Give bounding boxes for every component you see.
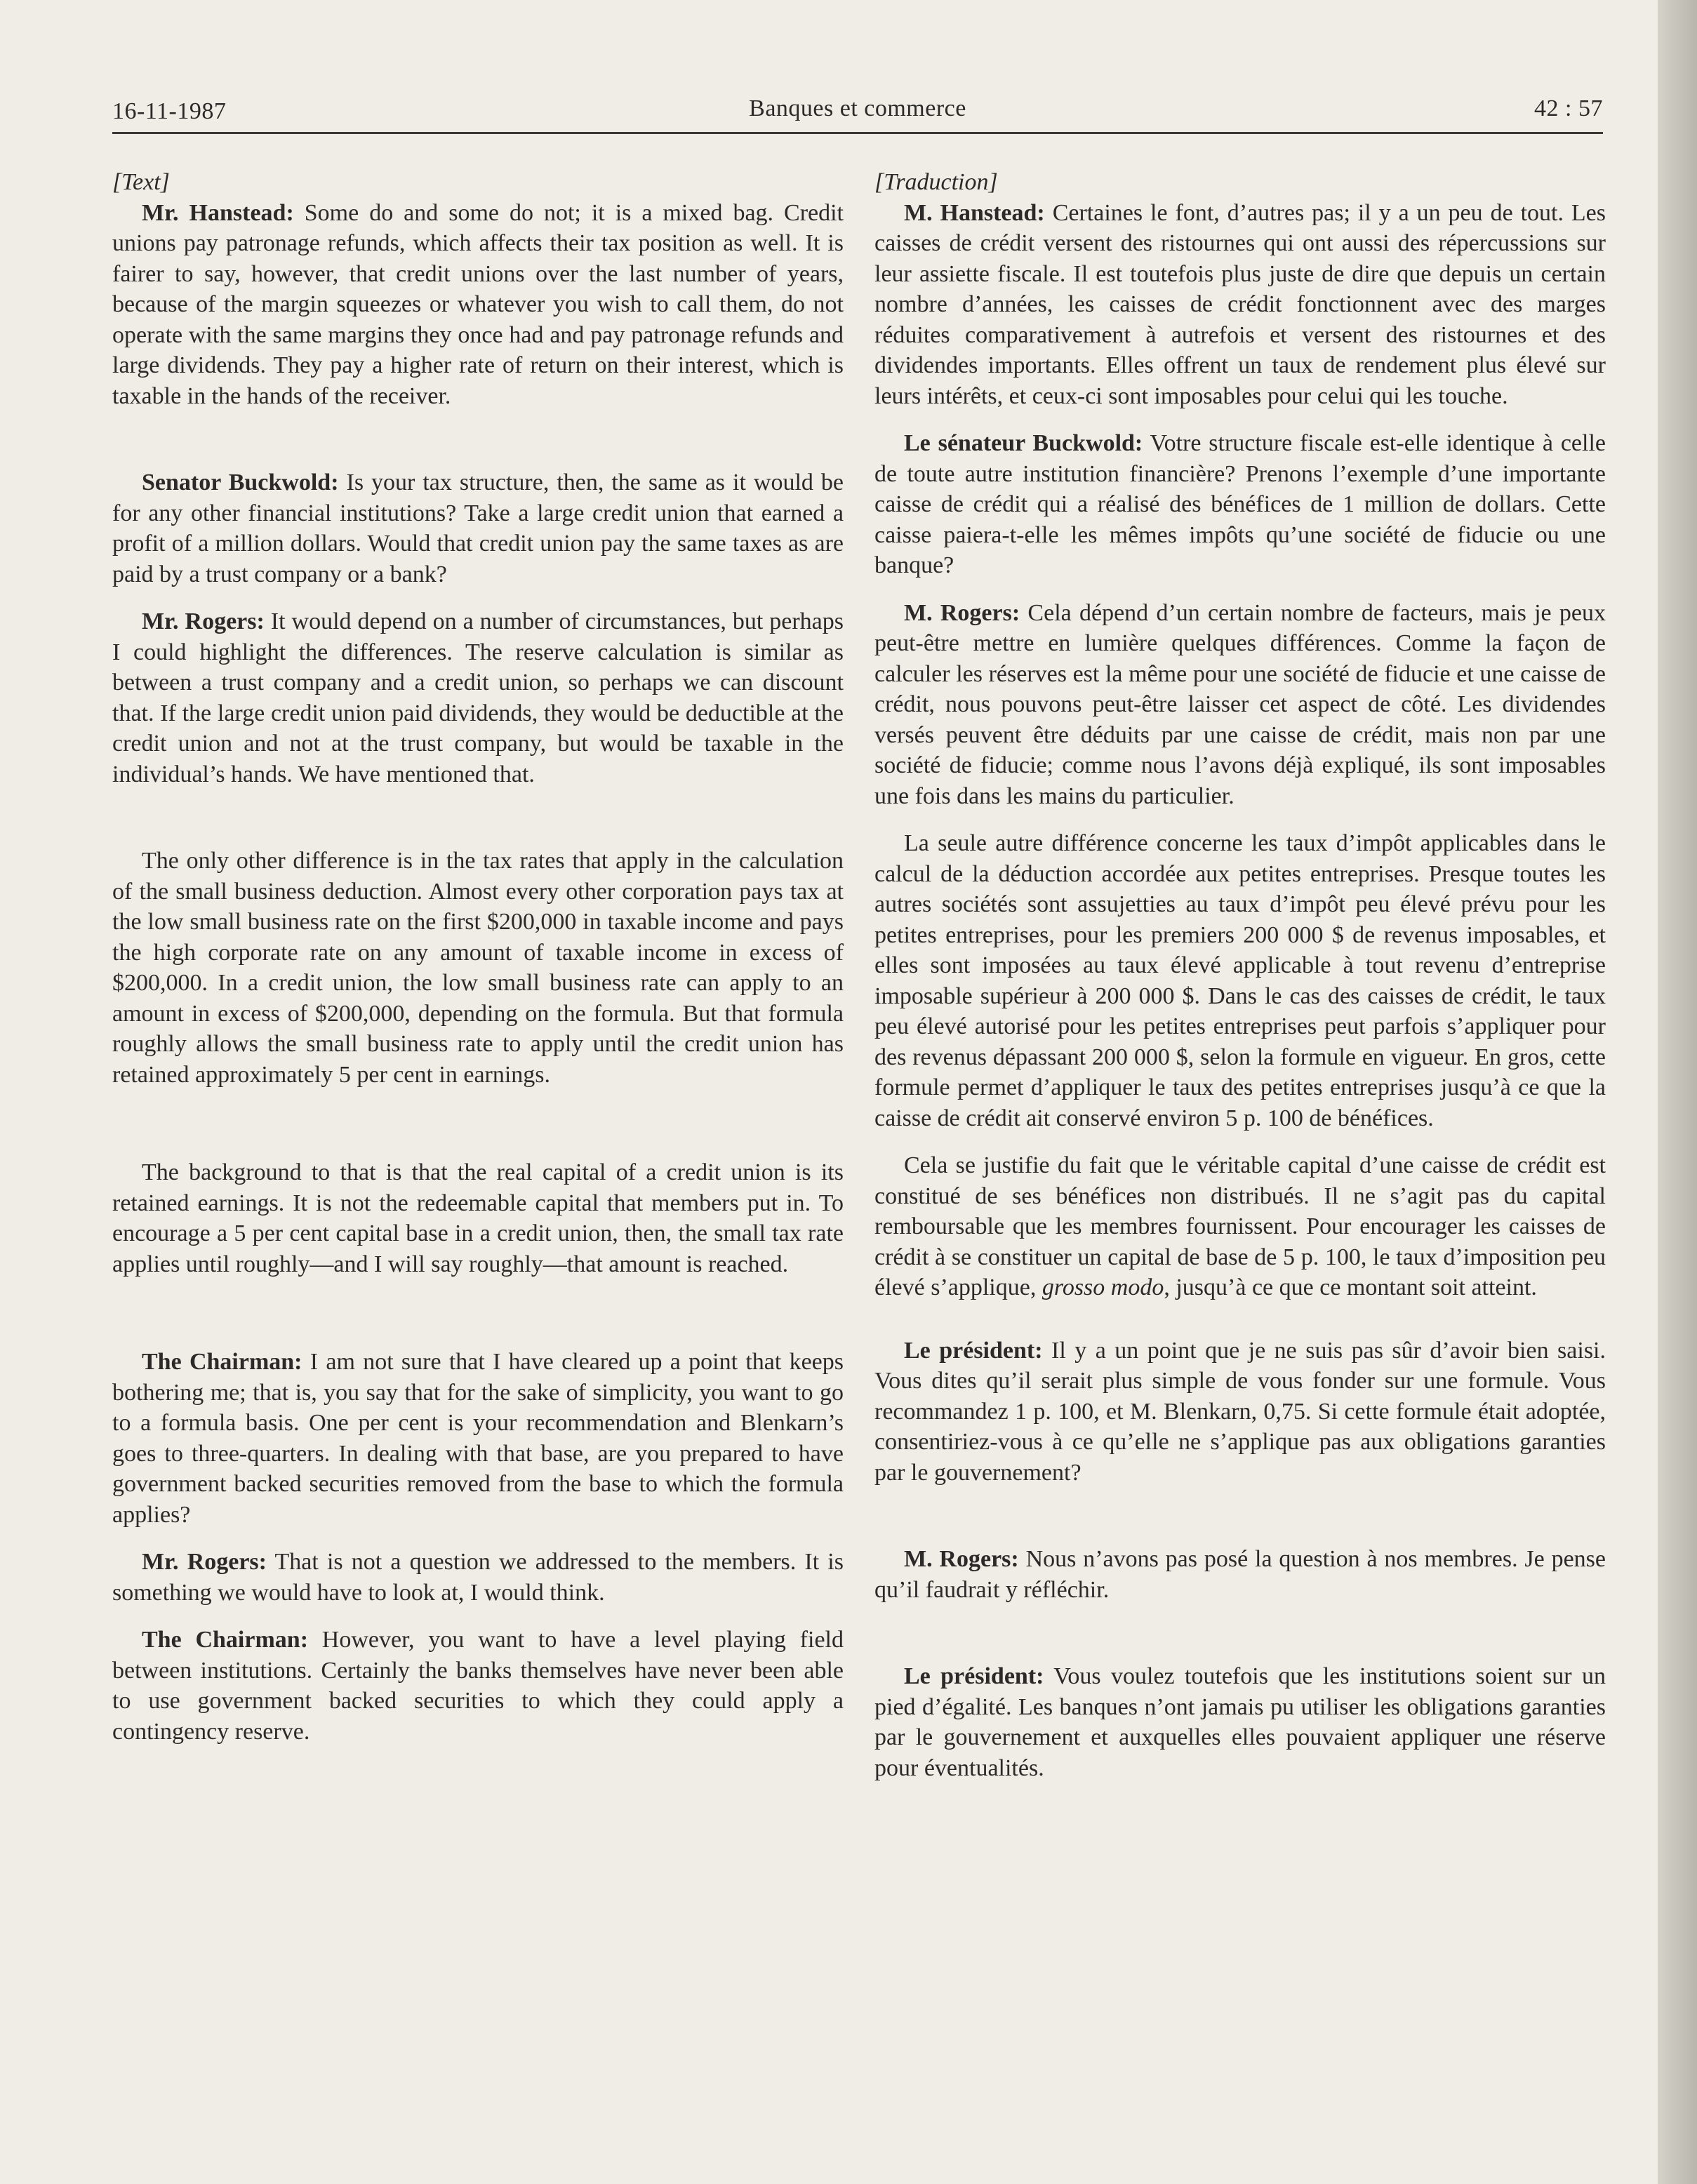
- header-page-number: 42 : 57: [1534, 95, 1603, 121]
- speaker-label: Mr. Rogers:: [142, 608, 265, 634]
- paragraph-president-2-fr: [874, 1661, 1606, 1783]
- paragraph-text: , jusqu’à ce que ce montant soit atteint.: [1164, 1274, 1537, 1300]
- paragraph-text: Cela se justifie du fait que le véritable capital d’une caisse de crédit est constitué de ses bénéfices non distribués. Il ne s’agit pas du capital remboursable que les membres fournissent. Pour encourager les caisses de crédit à se constituer un capital de base de 5 p. 100, le taux d’imposition peu élevé s’applique,: [874, 1152, 1606, 1300]
- paragraph-tax-rates-en: The only other difference is in the tax rates that apply in the calculation of the small business deduction. Almost every other corporation pays tax at the low small business rate on the first $200,000 in taxable income and pays the high corporate rate on any amount of taxable income in excess of $200,000. In a credit union, the low small business rate can apply to an amount in excess of $200,000, depending on the formula. But that formula roughly allows the small business rate to apply until the credit union has retained approximately 5 per cent in earnings.: [112, 848, 844, 1088]
- french-column: [874, 167, 1606, 1783]
- speaker-label: M. Rogers:: [904, 599, 1020, 626]
- speaker-label: M. Rogers:: [904, 1546, 1019, 1572]
- paragraph-chairman-2-en: [112, 1625, 844, 1747]
- paragraph-president-fr: [874, 1336, 1606, 1489]
- paragraph-background-fr: [874, 1150, 1606, 1303]
- english-column: [112, 167, 844, 1747]
- paragraph-buckwold-en: [112, 467, 844, 590]
- translation-tag: [Traduction]: [874, 169, 998, 195]
- speaker-label: Le président:: [904, 1663, 1044, 1689]
- paragraph-text: Certaines le font, d’autres pas; il y a un peu de tout. Les caisses de crédit versent des ristournes qui ont aussi des répercussions sur leur assiette fiscale. Il est toutefois plus juste de dire que depuis un certain nombre d’années, les caisses de crédit fonctionnent avec des marges réduites comparativement à autrefois et versent des ristournes et des dividendes importants. Elles offrent un taux de rendement plus élevé sur leurs intérêts, et ceux-ci sont imposables pour celui qui les touche.: [874, 199, 1606, 409]
- paragraph-rogers-en: [112, 606, 844, 790]
- paragraph-background-en: The background to that is that the real capital of a credit union is its retained earnings. It is not the redeemable capital that members put in. To encourage a 5 per cent capital base in a credit union, then, the small tax rate applies until roughly—and I will say roughly—that amount is reached.: [112, 1159, 844, 1277]
- paragraph-text: Cela dépend d’un certain nombre de facteurs, mais je peux peut-être mettre en lumière quelques différences. Comme la façon de calculer les réserves est la même pour une société de fiducie et une caisse de crédit, nous pouvons peut-être laisser cet aspect de côté. Les dividendes versés peuvent être déduits par une caisse de crédit, mais non par une société de fiducie; comme nous l’avons déjà expliqué, ils sont imposables une fois dans les mains du particulier.: [874, 599, 1606, 809]
- paragraph-text: However, you want to have a level playing field between institutions. Certainly the banks themselves have never been able to use government backed securities to which they could apply a contingency reserve.: [112, 1627, 844, 1745]
- paragraph-hanstead-en: [112, 198, 844, 412]
- speaker-label: Mr. Hanstead:: [142, 199, 294, 226]
- paragraph-text: That is not a question we addressed to the members. It is something we would have to look at, I would think.: [112, 1549, 844, 1606]
- speaker-label: Mr. Rogers:: [142, 1549, 267, 1575]
- paragraph-rogers-fr: [874, 598, 1606, 812]
- text-tag: [Text]: [112, 169, 170, 195]
- paragraph-chairman-en: [112, 1347, 844, 1530]
- paragraph-text: Vous voulez toutefois que les institutions soient sur un pied d’égalité. Les banques n’ont jamais pu utiliser les obligations garanties par le gouvernement et auxquelles elles pouvaient appliquer une réserve pour éventualités.: [874, 1663, 1606, 1781]
- paragraph-text: Some do and some do not; it is a mixed bag. Credit unions pay patronage refunds, which affects their tax position as well. It is fairer to say, however, that credit unions over the last number of years, because of the margin squeezes or whatever you wish to call them, do not operate with the same margins they once had and pay patronage refunds and large dividends. They pay a higher rate of return on their interest, which is taxable in the hands of the receiver.: [112, 199, 844, 409]
- header-rule: [112, 132, 1603, 134]
- paragraph-rogers-2-en: [112, 1547, 844, 1608]
- paragraph-tax-rates-fr: La seule autre différence concerne les taux d’impôt applicables dans le calcul de la déduction accordée aux petites entreprises. Presque toutes les autres sociétés sont assujetties au taux d’impôt peu élevé prévu pour les petites entreprises, pour les premiers 200 000 $ de revenus imposables, et elles sont imposées au taux élevé applicable à tout revenu d’entreprise imposable supérieur à 200 000 $. Dans le cas des caisses de crédit, le taux peu élevé autorisé pour les petites entreprises peut parfois s’appliquer pour des revenus dépassant 200 000 $, selon la formule en vigueur. En gros, cette formule permet d’appliquer le taux des petites entreprises jusqu’à ce que la caisse de crédit ait conservé environ 5 p. 100 de bénéfices.: [874, 830, 1606, 1131]
- page-edge-shadow: [1658, 0, 1697, 2184]
- paragraph-text: Il y a un point que je ne suis pas sûr d’avoir bien saisi. Vous dites qu’il serait plus simple de vous fonder sur une formule. Vous recommandez 1 p. 100, et M. Blenkarn, 0,75. Si cette formule était adoptée, consentiriez-vous à ce qu’elle ne s’applique pas aux obligations garanties par le gouvernement?: [874, 1337, 1606, 1486]
- speaker-label: Le président:: [904, 1337, 1043, 1364]
- paragraph-hanstead-fr: [874, 198, 1606, 412]
- header-title: Banques et commerce: [749, 95, 966, 121]
- paragraph-text: I am not sure that I have cleared up a point that keeps bothering me; that is, you say that for the sake of simplicity, you want to go to a formula basis. One per cent is your recommendation and Blenkarn’s goes to three-quarters. In dealing with that base, are you prepared to have government backed securities removed from the base to which the formula applies?: [112, 1349, 844, 1528]
- paragraph-italic-text: grosso modo: [1042, 1274, 1164, 1300]
- speaker-label: The Chairman:: [142, 1349, 302, 1375]
- paragraph-rogers-2-fr: [874, 1544, 1606, 1605]
- page-header: [112, 90, 1603, 132]
- speaker-label: Senator Buckwold:: [142, 470, 339, 495]
- paragraph-text: Nous n’avons pas posé la question à nos membres. Je pense qu’il faudrait y réfléchir.: [874, 1546, 1606, 1603]
- header-date: 16-11-1987: [112, 98, 227, 124]
- paragraph-text: Votre structure fiscale est-elle identique à celle de toute autre institution financière? Prenons l’exemple d’une importante caisse de crédit qui a réalisé des bénéfices de 1 million de dollars. Cette caisse paiera-t-elle les mêmes impôts qu’une société de fiducie ou une banque?: [874, 430, 1606, 578]
- speaker-label: Le sénateur Buckwold:: [904, 430, 1143, 456]
- speaker-label: M. Hanstead:: [904, 199, 1045, 226]
- paragraph-buckwold-fr: [874, 428, 1606, 581]
- paragraph-text: It would depend on a number of circumstances, but perhaps I could highlight the differences. The reserve calculation is similar as between a trust company and a credit union, so perhaps we can discount that. If the large credit union paid dividends, they would be deductible at the credit union and not at the trust company, but would be taxable in the individual’s hands. We have mentioned that.: [112, 608, 844, 787]
- paragraph-text: Is your tax structure, then, the same as it would be for any other financial institutions? Take a large credit union that earned a profit of a million dollars. Would that credit union pay the same taxes as are paid by a trust company or a bank?: [112, 470, 844, 587]
- speaker-label: The Chairman:: [142, 1627, 309, 1653]
